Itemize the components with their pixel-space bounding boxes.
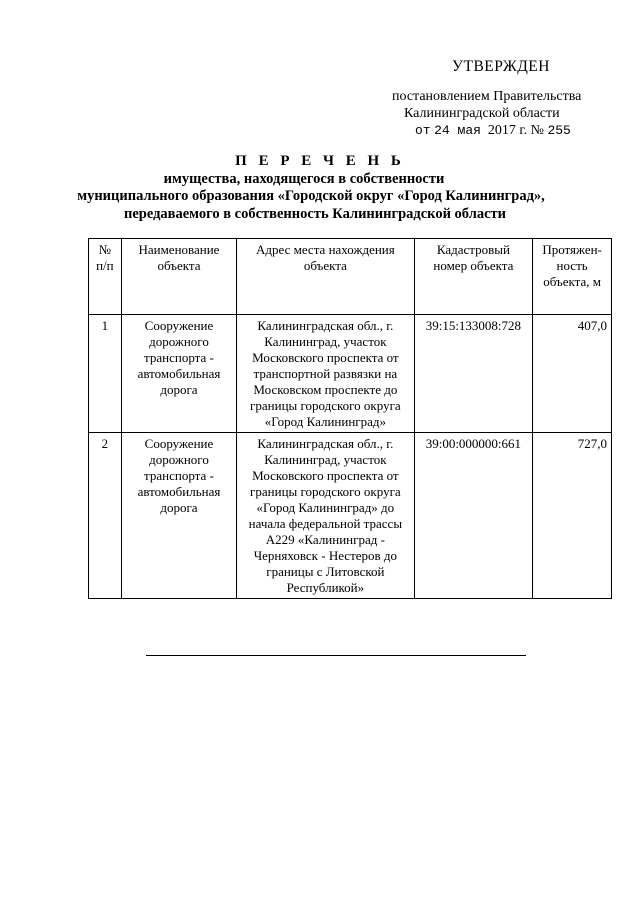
row-cadastral: 39:15:133008:728 xyxy=(414,315,533,433)
header-address: Адрес места нахождения объекта xyxy=(237,239,414,315)
table-header-row xyxy=(89,239,612,315)
heading-line-2: имущества, находящегося в собственности xyxy=(163,170,445,187)
date-day-month: 24 мая xyxy=(434,123,481,138)
row-no: 1 xyxy=(89,315,122,433)
row-address: Калининградская обл., г. Калининград, участок Московского проспекта от границы городского округа «Город Калининград» до начала федеральной трассы А229 «Калининград - Черняховск - Нестеров до границы с Литовской Республикой» xyxy=(237,433,414,599)
document-heading xyxy=(0,153,640,223)
approval-stamp xyxy=(392,58,622,139)
heading-title: П Е Р Е Ч Е Н Ь xyxy=(235,153,405,169)
date-year: 2017 xyxy=(487,123,516,138)
table-row xyxy=(89,433,612,599)
property-table xyxy=(88,238,612,599)
row-address: Калининградская обл., г. Калининград, участок Московского проспекта от транспортной развязки на Московском проспекте до границы городского округа «Город Калининград» xyxy=(237,315,414,433)
closing-rule xyxy=(146,655,526,656)
approval-line-resolution: постановлением Правительства xyxy=(392,89,582,104)
date-prefix: от xyxy=(415,123,431,138)
row-length: 727,0 xyxy=(533,433,612,599)
header-length: Протяжен-ность объекта, м xyxy=(533,239,612,315)
resolution-number: 255 xyxy=(547,123,571,138)
row-no: 2 xyxy=(89,433,122,599)
row-cadastral: 39:00:000000:661 xyxy=(414,433,533,599)
header-name: Наименование объекта xyxy=(121,239,236,315)
header-no: № п/п xyxy=(89,239,122,315)
heading-line-4: передаваемого в собственность Калининградской области xyxy=(123,205,506,222)
date-suffix: г. № xyxy=(519,123,544,138)
approval-date-line xyxy=(415,122,622,139)
row-name: Сооружение дорожного транспорта - автомобильная дорога xyxy=(121,315,236,433)
row-length: 407,0 xyxy=(533,315,612,433)
heading-line-3: муниципального образования «Городской округ «Город Калининград», xyxy=(77,188,545,204)
header-cadastral: Кадастровый номер объекта xyxy=(414,239,533,315)
table-row xyxy=(89,315,612,433)
row-name: Сооружение дорожного транспорта - автомобильная дорога xyxy=(121,433,236,599)
approval-line-region: Калининградской области xyxy=(404,106,560,121)
approval-title: УТВЕРЖДЕН xyxy=(452,58,550,75)
